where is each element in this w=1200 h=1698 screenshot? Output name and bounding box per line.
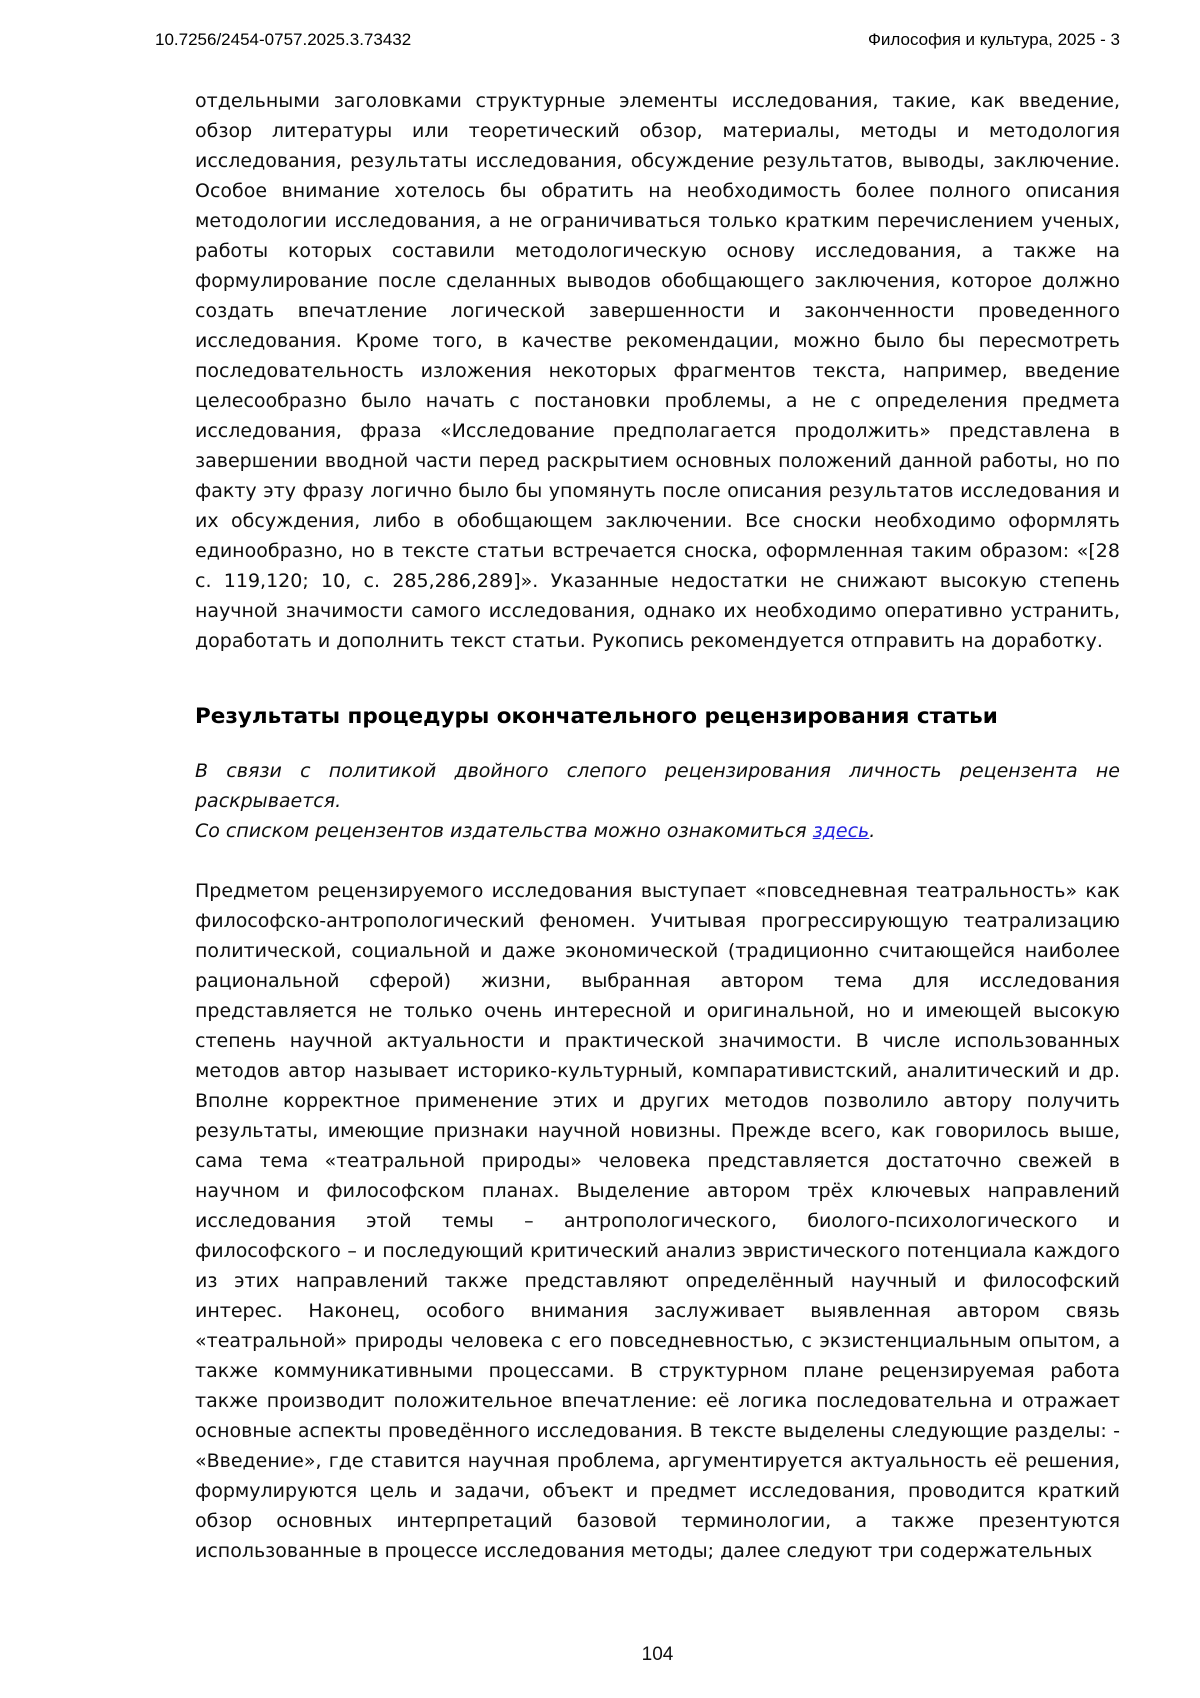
blind-review-note-block bbox=[195, 756, 1120, 846]
final-review-paragraph: Предметом рецензируемого исследования выступает «повседневная театральность» как философско-антропологический феномен. Учитывая прогрессирующую театрализацию политической, социальной и даже экономической (традиционно считающейся наиболее рациональной сферой) жизни, выбранная автором тема для исследования представляется не только очень интересной и оригинальной, но и имеющей высокую степень научной актуальности и практической значимости. В числе использованных методов автор называет историко-культурный, компаративистский, аналитический и др. Вполне корректное применение этих и других методов позволило автору получить результаты, имеющие признаки научной новизны. Прежде всего, как говорилось выше, сама тема «театральной природы» человека представляется достаточно свежей в научном и философском планах. Выделение автором трёх ключевых направлений исследования этой темы – антропологического, биолого-психологического и философского – и последующий критический анализ эвристического потенциала каждого из этих направлений также представляют определённый научный и философский интерес. Наконец, особого внимания заслуживает выявленная автором связь «театральной» природы человека с его повседневностью, с экзистенциальным опытом, а также коммуникативными процессами. В структурном плане рецензируемая работа также производит положительное впечатление: её логика последовательна и отражает основные аспекты проведённого исследования. В тексте выделены следующие разделы: - «Введение», где ставится научная проблема, аргументируется актуальность её решения, формулируются цель и задачи, объект и предмет исследования, проводится краткий обзор основных интерпретаций базовой терминологии, а также презентуются использованные в процессе исследования методы; далее следуют три содержательных bbox=[195, 880, 1120, 1562]
running-header bbox=[155, 30, 1120, 50]
header-doi: 10.7256/2454-0757.2025.3.73432 bbox=[155, 30, 412, 49]
reviewers-list-period: . bbox=[869, 820, 876, 842]
page-footer bbox=[195, 1644, 1120, 1666]
page-number: 104 bbox=[641, 1644, 674, 1665]
final-review-heading: Результаты процедуры окончательного рецензирования статьи bbox=[195, 704, 998, 729]
blind-review-note: В связи с политикой двойного слепого рецензирования личность рецензента не раскрывается. bbox=[195, 760, 1120, 812]
page-content bbox=[195, 86, 1120, 1566]
reviewers-list-text: Со списком рецензентов издательства можно ознакомиться bbox=[195, 820, 813, 842]
reviewers-list-line bbox=[195, 816, 1120, 846]
header-journal-title: Философия и культура, 2025 - 3 bbox=[868, 30, 1120, 49]
review-continuation-paragraph: отдельными заголовками структурные элементы исследования, такие, как введение, обзор литературы или теоретический обзор, материалы, методы и методология исследования, результаты исследования, обсуждение результатов, выводы, заключение. Особое внимание хотелось бы обратить на необходимость более полного описания методологии исследования, а не ограничиваться только кратким перечислением ученых, работы которых составили методологическую основу исследования, а также на формулирование после сделанных выводов обобщающего заключения, которое должно создать впечатление логической завершенности и законченности проведенного исследования. Кроме того, в качестве рекомендации, можно было бы пересмотреть последовательность изложения некоторых фрагментов текста, например, введение целесообразно было начать с постановки проблемы, а не с определения предмета исследования, фраза «Исследование предполагается продолжить» представлена в завершении вводной части перед раскрытием основных положений данной работы, но по факту эту фразу логично было бы упомянуть после описания результатов исследования и их обсуждения, либо в обобщающем заключении. Все сноски необходимо оформлять единообразно, но в тексте статьи встречается сноска, оформленная таким образом: «[28 с. 119,120; 10, с. 285,286,289]». Указанные недостатки не снижают высокую степень научной значимости самого исследования, однако их необходимо оперативно устранить, доработать и дополнить текст статьи. Рукопись рекомендуется отправить на доработку. bbox=[195, 90, 1120, 652]
reviewers-list-link[interactable]: здесь bbox=[812, 820, 870, 842]
